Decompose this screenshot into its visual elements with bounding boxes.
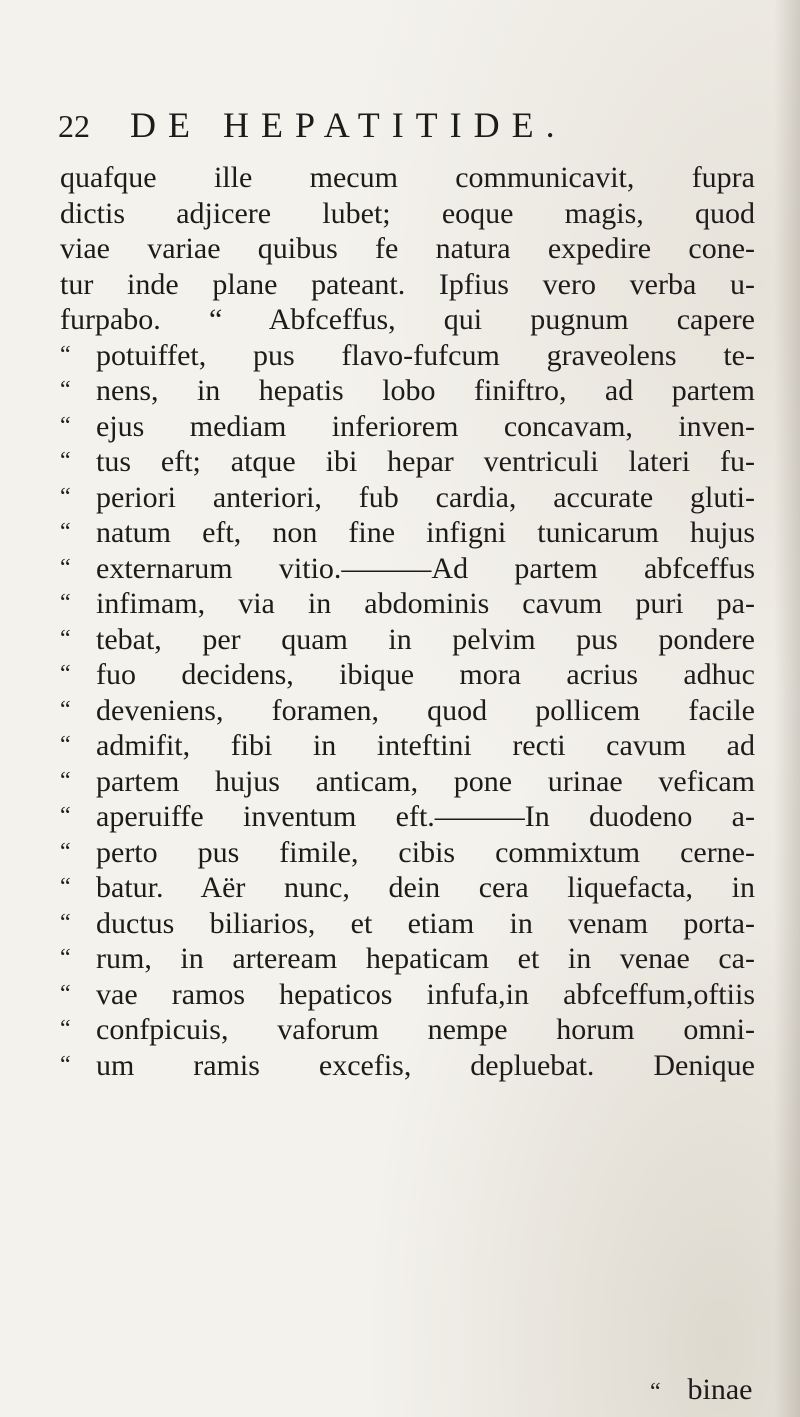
text-line: [60, 1048, 755, 1084]
quote-mark: “: [60, 661, 71, 687]
line-text: dictis adjicere lubet; eoque magis, quod: [60, 196, 755, 230]
text-line: [60, 764, 755, 800]
line-text: partem hujus anticam, pone urinae veficam: [96, 764, 755, 798]
quote-mark: “: [60, 377, 71, 403]
line-text: nens, in hepatis lobo finiftro, ad partem: [96, 374, 755, 407]
text-line: [60, 444, 755, 480]
line-text: tebat, per quam in pelvim pus pondere: [96, 622, 755, 656]
text-line: [60, 480, 755, 516]
text-line: [60, 941, 755, 977]
quote-mark: “: [60, 590, 71, 616]
quote-mark: “: [60, 448, 71, 474]
text-body: [60, 160, 755, 1083]
text-line: [60, 835, 755, 871]
text-line: [60, 551, 755, 587]
quote-mark: “: [60, 696, 71, 723]
quote-mark: “: [60, 483, 71, 510]
line-text: quafque ille mecum communicavit, fupra: [60, 161, 755, 194]
quote-mark: “: [60, 341, 71, 368]
text-line: [60, 267, 755, 303]
page-header-title: DE HEPATITIDE.: [130, 105, 567, 145]
text-line: [60, 409, 755, 445]
quote-mark: “: [650, 1379, 661, 1405]
line-text: vae ramos hepaticos infufa,in abfceffum,oftiis: [96, 977, 755, 1011]
line-text: admifit, fibi in inteftini recti cavum ad: [96, 729, 755, 762]
running-head: [58, 104, 567, 154]
line-text: tus eft; atque ibi hepar ventriculi lateri fu-: [96, 445, 755, 478]
line-text: um ramis excefis, depluebat. Denique: [96, 1048, 755, 1082]
text-line: [60, 515, 755, 551]
text-line: [60, 870, 755, 906]
line-text: ductus biliarios, et etiam in venam porta-: [96, 906, 755, 940]
text-line: [60, 196, 755, 232]
text-line: [60, 622, 755, 658]
page-edge-shadow: [774, 0, 800, 1417]
quote-mark: “: [60, 874, 71, 900]
quote-mark: “: [60, 980, 71, 1007]
line-text: natum eft, non fine infigni tunicarum hujus: [96, 516, 755, 549]
page-number: 22: [58, 108, 90, 144]
quote-mark: “: [60, 412, 71, 439]
text-line: [60, 231, 755, 267]
text-line: [60, 728, 755, 764]
line-text: confpicuis, vaforum nempe horum omni-: [96, 1013, 755, 1046]
text-line: [60, 373, 755, 409]
line-text: viae variae quibus fe natura expedire cone-: [60, 232, 755, 265]
quote-mark: “: [60, 767, 71, 794]
text-line: [60, 799, 755, 835]
quote-mark: “: [60, 554, 71, 581]
quote-mark: “: [60, 803, 71, 829]
line-text: rum, in arteream hepaticam et in venae ca-: [96, 942, 755, 975]
line-text: potuiffet, pus flavo-fufcum graveolens te-: [96, 338, 755, 372]
text-line: [60, 657, 755, 693]
text-line: [60, 906, 755, 942]
text-line: [60, 1012, 755, 1048]
text-line: [60, 160, 755, 196]
line-text: periori anteriori, fub cardia, accurate gluti-: [96, 480, 755, 514]
line-text: batur. Aër nunc, dein cera liquefacta, in: [96, 871, 755, 904]
quote-mark: “: [60, 838, 71, 865]
text-line: [60, 338, 755, 374]
quote-mark: “: [60, 625, 71, 652]
line-text: aperuiffe inventum eft.———In duodeno a-: [96, 800, 755, 833]
line-text: tur inde plane pateant. Ipfius vero verba u-: [60, 267, 755, 301]
quote-mark: “: [60, 1016, 71, 1042]
line-text: furpabo. “ Abfceffus, qui pugnum capere: [60, 303, 755, 336]
line-text: perto pus fimile, cibis commixtum cerne-: [96, 835, 755, 869]
catchword-text: binae: [687, 1373, 753, 1406]
text-line: [60, 977, 755, 1013]
text-line: [60, 693, 755, 729]
line-text: deveniens, foramen, quod pollicem facile: [96, 693, 755, 727]
catchword: [650, 1373, 752, 1407]
line-text: ejus mediam inferiorem concavam, inven-: [96, 409, 755, 443]
line-text: infimam, via in abdominis cavum puri pa-: [96, 587, 755, 620]
quote-mark: “: [60, 909, 71, 936]
text-line: [60, 302, 755, 338]
text-line: [60, 586, 755, 622]
quote-mark: “: [60, 945, 71, 971]
quote-mark: “: [60, 732, 71, 758]
quote-mark: “: [60, 519, 71, 545]
quote-mark: “: [60, 1051, 71, 1078]
line-text: externarum vitio.———Ad partem abfceffus: [96, 551, 755, 585]
line-text: fuo decidens, ibique mora acrius adhuc: [96, 658, 755, 691]
